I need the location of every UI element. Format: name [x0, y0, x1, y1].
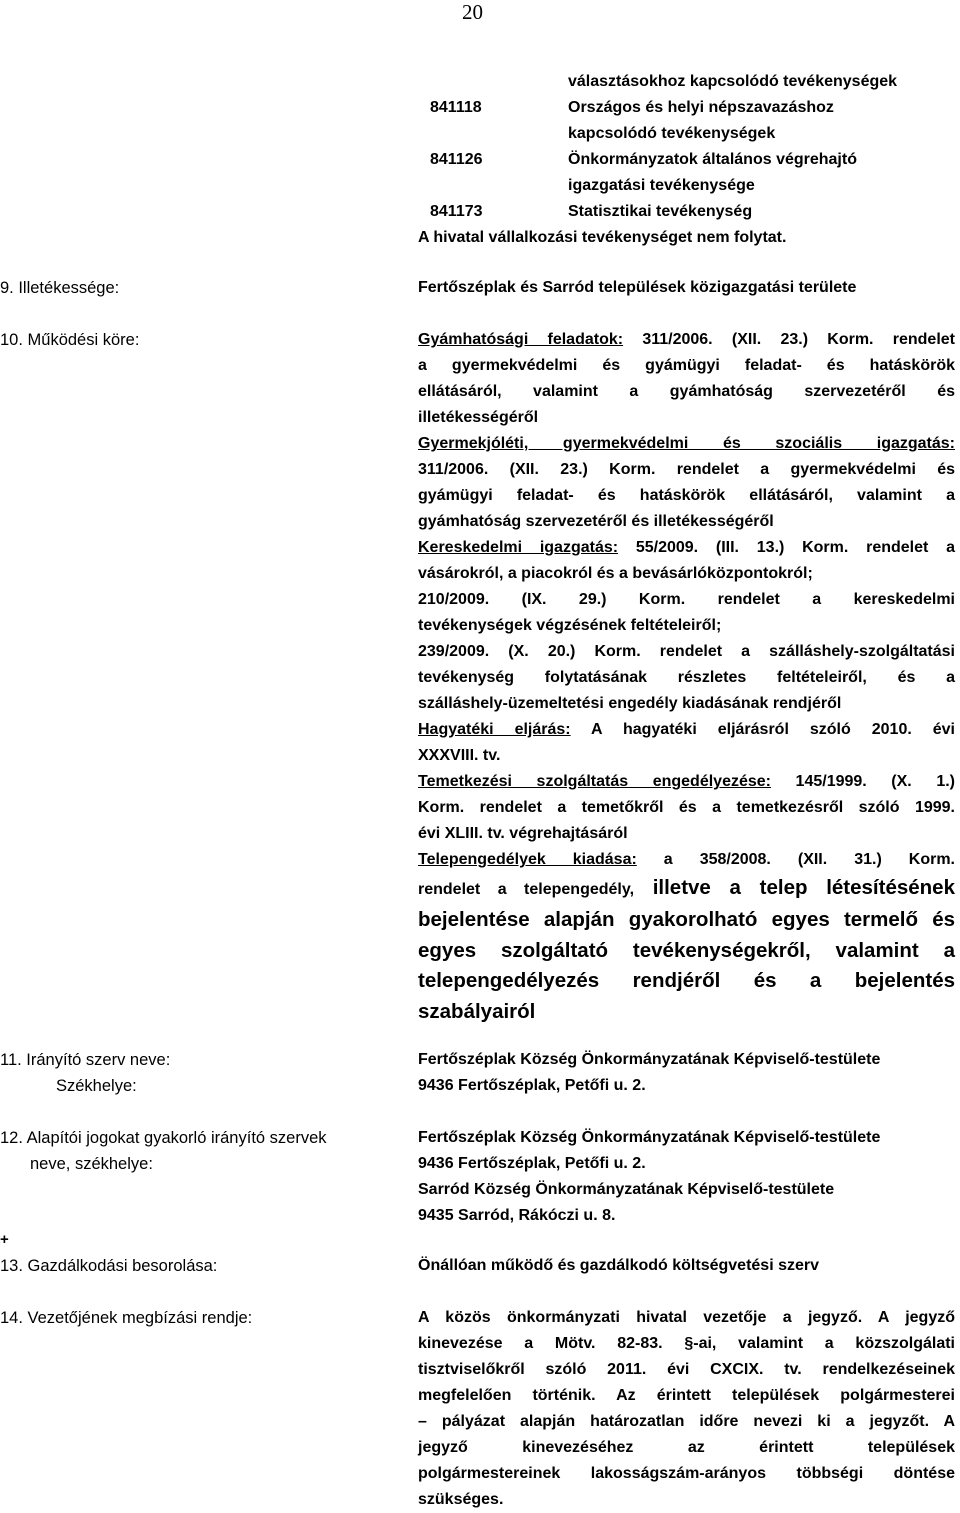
text-line: tevékenység folytatásának részletes feltételeiről, és a	[418, 669, 955, 686]
activity-code: 841126	[430, 151, 483, 168]
text-line: szálláshely-üzemeltetési engedély kiadásának rendjéről	[418, 695, 842, 712]
text-line: 210/2009. (IX. 29.) Korm. rendelet a kereskedelmi	[418, 591, 955, 608]
text-line: A közös önkormányzati hivatal vezetője a jegyző. A jegyző	[418, 1309, 955, 1326]
plus-mark: +	[0, 1231, 9, 1248]
text-line: szükséges.	[418, 1491, 504, 1508]
text-line: 239/2009. (X. 20.) Korm. rendelet a szálláshely-szolgáltatási	[418, 643, 955, 660]
text-line: kinevezése a Mötv. 82-83. §-ai, valamint a közszolgálati	[418, 1335, 955, 1352]
activity-description: kapcsolódó tevékenységek	[568, 125, 776, 142]
heading-commerce: Kereskedelmi igazgatás:	[418, 539, 619, 556]
section-12-sublabel: neve, székhelye:	[30, 1155, 153, 1173]
section-11-sublabel: Székhelye:	[56, 1077, 137, 1095]
heading-probate: Hagyatéki eljárás:	[418, 721, 571, 738]
section-14-label: 14. Vezetőjének megbízási rendje:	[0, 1309, 253, 1327]
text-line: bejelentése alapján gyakorolható egyes termelő és	[418, 908, 955, 931]
section-12-address: 9435 Sarród, Rákóczi u. 8.	[418, 1207, 616, 1224]
section-12-value: Sarród Község Önkormányzatának Képviselő-testülete	[418, 1181, 835, 1198]
section-12-label: 12. Alapítói jogokat gyakorló irányító szervek	[0, 1129, 327, 1147]
activity-description: választásokhoz kapcsolódó tevékenységek	[568, 73, 898, 90]
heading-child-welfare: Gyermekjóléti, gyermekvédelmi és szociális igazgatás:	[418, 435, 955, 452]
heading-funeral: Temetkezési szolgáltatás engedélyezése:	[418, 773, 771, 790]
activity-code: 841173	[430, 203, 483, 220]
section-9-value: Fertőszéplak és Sarród települések közigazgatási területe	[418, 279, 857, 296]
text-line: telepengedélyezés rendjéről és a bejelentés	[418, 969, 955, 992]
text-line: tisztviselőkről szóló 2011. évi CXCIX. tv. rendelkezéseinek	[418, 1361, 955, 1378]
text-line: megfelelően történik. Az érintett települések polgármesterei	[418, 1387, 955, 1404]
text-line: ellátásáról, valamint a gyámhatóság szervezetéről és	[418, 383, 955, 400]
section-11-label: 11. Irányító szerv neve:	[0, 1051, 171, 1069]
text-line: illetékességéről	[418, 409, 539, 426]
text-line: tevékenységek végzésének feltételeiről;	[418, 617, 722, 634]
text-line: 311/2006. (XII. 23.) Korm. rendelet a gyermekvédelmi és	[418, 461, 955, 478]
heading-site-permits: Telepengedélyek kiadása:	[418, 851, 637, 868]
activity-description: Önkormányzatok általános végrehajtó	[568, 151, 857, 168]
text-line: rendelet a telepengedély,	[418, 881, 635, 898]
text-line: illetve a telep létesítésének	[634, 876, 955, 899]
section-12-value: Fertőszéplak Község Önkormányzatának Képviselő-testülete	[418, 1129, 881, 1146]
text-line: évi XLIII. tv. végrehajtásáról	[418, 825, 628, 842]
text-line: egyes szolgáltató tevékenységekről, valamint a	[418, 938, 955, 962]
text-line: gyámügyi feladat- és hatáskörök ellátásáról, valamint a	[418, 487, 955, 504]
section-11-value: Fertőszéplak Község Önkormányzatának Képviselő-testülete	[418, 1051, 881, 1068]
section-10-content	[418, 327, 955, 1027]
text-line: vásárokról, a piacokról és a bevásárlóközpontokról;	[418, 565, 813, 582]
activity-note: A hivatal vállalkozási tevékenységet nem folytat.	[418, 229, 787, 246]
section-12-address: 9436 Fertőszéplak, Petőfi u. 2.	[418, 1155, 646, 1172]
text-line: A hagyatéki eljárásról szóló 2010. évi	[570, 721, 956, 738]
section-13-value: Önállóan működő és gazdálkodó költségvetési szerv	[418, 1257, 820, 1274]
text-line: Korm. rendelet a temetőkről és a temetkezésről szóló 1999.	[418, 799, 955, 816]
activity-code: 841118	[430, 99, 482, 116]
heading-guardianship: Gyámhatósági feladatok:	[418, 331, 624, 348]
text-line: 311/2006. (XII. 23.) Korm. rendelet	[623, 331, 955, 348]
text-line: jegyző kinevezéséhez az érintett települések	[418, 1439, 955, 1456]
section-13-label: 13. Gazdálkodási besorolása:	[0, 1257, 218, 1275]
text-line: 55/2009. (III. 13.) Korm. rendelet a	[618, 539, 956, 556]
activity-description: Statisztikai tevékenység	[568, 203, 753, 220]
text-line: – pályázat alapján határozatlan időre nevezi ki a jegyzőt. A	[418, 1413, 955, 1430]
text-line: XXXVIII. tv.	[418, 747, 501, 764]
section-11-address: 9436 Fertőszéplak, Petőfi u. 2.	[418, 1077, 646, 1094]
section-10-label: 10. Működési köre:	[0, 331, 140, 349]
page-number: 20	[462, 0, 483, 24]
text-line: szabályairól	[418, 999, 536, 1023]
activity-description: igazgatási tevékenysége	[568, 177, 755, 194]
text-line: a gyermekvédelmi és gyámügyi feladat- és hatáskörök	[418, 357, 955, 374]
section-9-label: 9. Illetékessége:	[0, 279, 120, 297]
section-14-content	[418, 1305, 955, 1513]
activity-description: Országos és helyi népszavazáshoz	[568, 99, 834, 116]
text-line: gyámhatóság szervezetéről és illetékességéről	[418, 513, 774, 530]
text-line: 145/1999. (X. 1.)	[770, 773, 955, 790]
text-line: a 358/2008. (XII. 31.) Korm.	[636, 851, 955, 868]
text-line: polgármestereinek lakosságszám-arányos többségi döntése	[418, 1465, 955, 1482]
